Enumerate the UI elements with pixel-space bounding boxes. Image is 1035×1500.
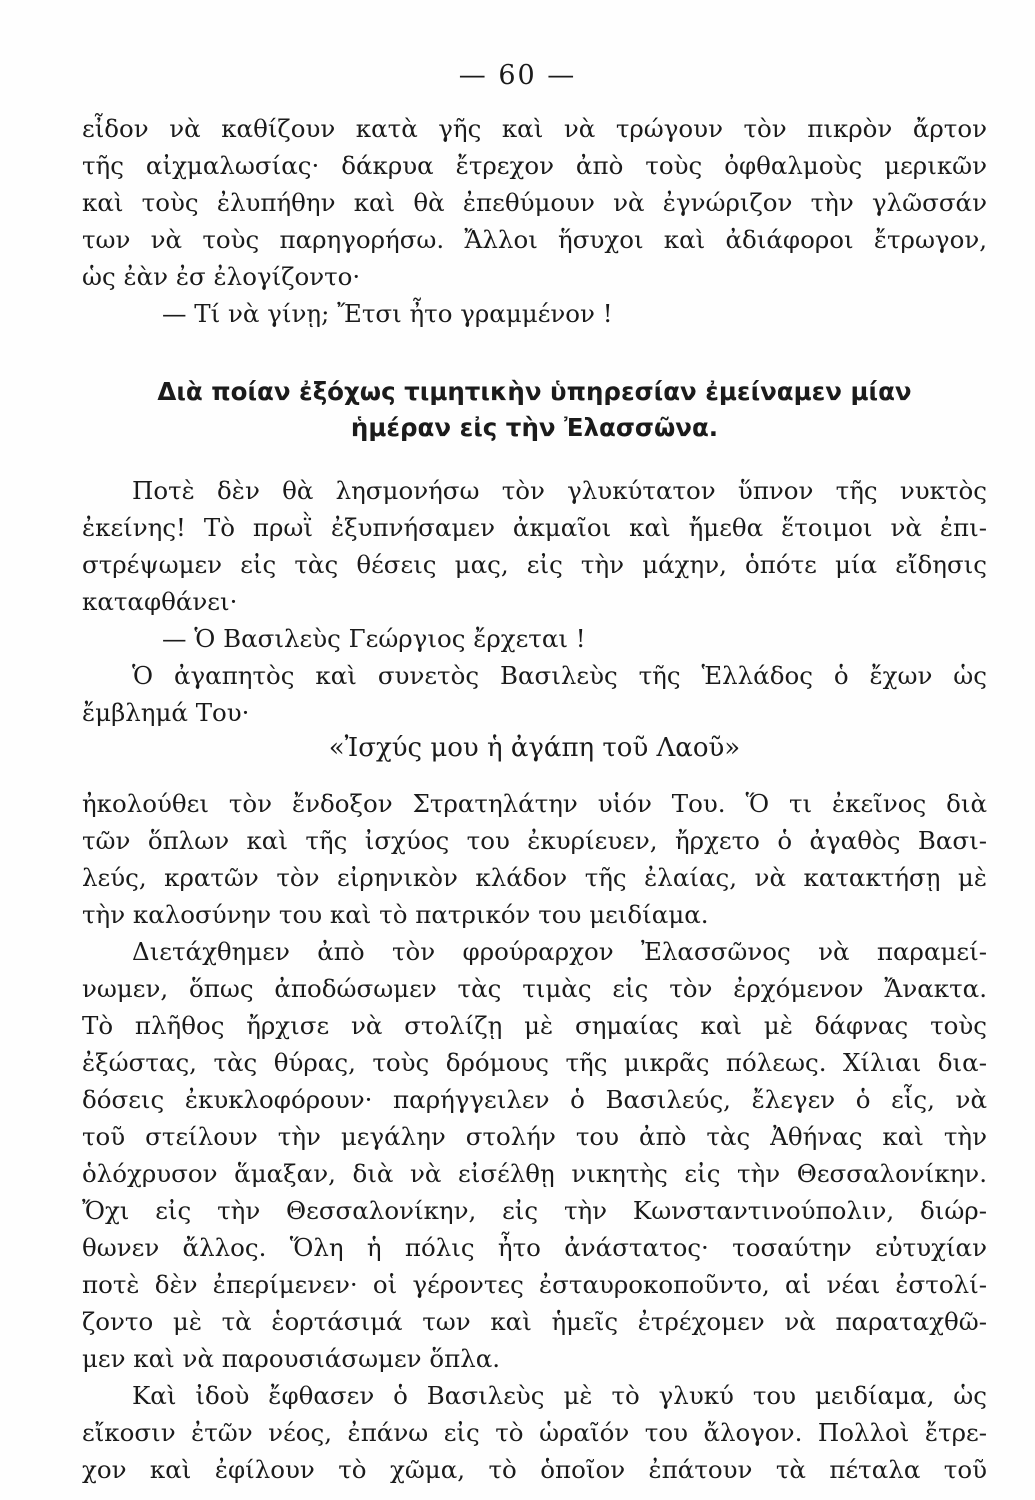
dialogue-line: — Ὁ Βασιλεὺς Γεώργιος ἔρχεται ! [162, 624, 586, 653]
text-line: ὡς ἐὰν ἐσ ἐλογίζοντο· [82, 262, 361, 291]
text-line: καταφθάνει· [82, 587, 238, 616]
text-line: ἔμβλημά Του· [82, 698, 250, 727]
text-line: Διετάχθημεν ἀπὸ τὸν φρούραρχον Ἐλασσῶνος νὰ παραμεί- [132, 937, 987, 966]
text-line: στρέψωμεν εἰς τὰς θέσεις μας, εἰς τὴν μάχην, ὁπότε μία εἴδησις [82, 550, 987, 579]
text-line: των νὰ τοὺς παρηγορήσω. Ἄλλοι ἥσυχοι καὶ ἀδιάφοροι ἔτρωγον, [82, 225, 987, 254]
text-line: εἴκοσιν ἐτῶν νέος, ἐπάνω εἰς τὸ ὡραῖόν του ἄλογον. Πολλοὶ ἔτρε- [82, 1418, 987, 1447]
text-line: ἐκείνης! Τὸ πρωῒ ἐξυπνήσαμεν ἀκμαῖοι καὶ ἤμεθα ἕτοιμοι νὰ ἐπι- [82, 513, 987, 542]
section-heading-line: ἡμέραν εἰς τὴν Ἐλασσῶνα. [350, 413, 719, 442]
section-heading-line: Διὰ ποίαν ἐξόχως τιμητικὴν ὑπηρεσίαν ἐμείναμεν μίαν [157, 377, 912, 406]
text-line: εἶδον νὰ καθίζουν κατὰ γῆς καὶ νὰ τρώγουν τὸν πικρὸν ἄρτον [82, 114, 987, 143]
text-line: μεν καὶ νὰ παρουσιάσωμεν ὅπλα. [82, 1344, 501, 1373]
text-line: ἠκολούθει τὸν ἔνδοξον Στρατηλάτην υἱόν Του. Ὅ τι ἐκεῖνος διὰ [82, 789, 987, 818]
text-line: χον καὶ ἐφίλουν τὸ χῶμα, τὸ ὁποῖον ἐπάτουν τὰ πέταλα τοῦ [82, 1455, 987, 1484]
text-line: τὴν καλοσύνην του καὶ τὸ πατρικόν του μειδίαμα. [82, 900, 709, 929]
dialogue-line: — Τί νὰ γίνῃ; Ἔτσι ἦτο γραμμένον ! [162, 299, 613, 328]
text-line: ὁλόχρυσον ἅμαξαν, διὰ νὰ εἰσέλθῃ νικητὴς εἰς τὴν Θεσσαλονίκην. [82, 1159, 987, 1188]
text-line: τῶν ὅπλων καὶ τῆς ἰσχύος του ἐκυρίευεν, ἤρχετο ὁ ἀγαθὸς Βασι- [82, 826, 987, 855]
text-line: καὶ τοὺς ἐλυπήθην καὶ θὰ ἐπεθύμουν νὰ ἐγνώριζον τὴν γλῶσσάν [82, 188, 987, 217]
text-line: ζοντο μὲ τὰ ἑορτάσιμά των καὶ ἡμεῖς ἐτρέχομεν νὰ παραταχθῶ- [82, 1307, 987, 1336]
text-line: νωμεν, ὅπως ἀποδώσωμεν τὰς τιμὰς εἰς τὸν ἐρχόμενον Ἄνακτα. [82, 974, 987, 1003]
text-line: ἐξώστας, τὰς θύρας, τοὺς δρόμους τῆς μικρᾶς πόλεως. Χίλιαι δια- [82, 1048, 987, 1077]
motto-quote: «Ἰσχύς μου ἡ ἀγάπη τοῦ Λαοῦ» [328, 733, 741, 763]
text-line: ποτὲ δὲν ἐπερίμενεν· οἱ γέροντες ἐσταυροκοποῦντο, αἱ νέαι ἐστολί- [82, 1270, 987, 1299]
text-line: θωνεν ἄλλος. Ὅλη ἡ πόλις ἦτο ἀνάστατος· τοσαύτην εὐτυχίαν [82, 1233, 987, 1262]
text-line: τοῦ στείλουν τὴν μεγάλην στολήν του ἀπὸ τὰς Ἀθήνας καὶ τὴν [82, 1122, 987, 1151]
text-line: Καὶ ἰδοὺ ἔφθασεν ὁ Βασιλεὺς μὲ τὸ γλυκύ του μειδίαμα, ὡς [132, 1381, 987, 1410]
text-line: δόσεις ἐκυκλοφόρουν· παρήγγειλεν ὁ Βασιλεύς, ἔλεγεν ὁ εἷς, νὰ [82, 1085, 987, 1114]
text-line: Ὄχι εἰς τὴν Θεσσαλονίκην, εἰς τὴν Κωνσταντινούπολιν, διώρ- [82, 1196, 987, 1225]
text-line: Τὸ πλῆθος ἤρχισε νὰ στολίζῃ μὲ σημαίας καὶ μὲ δάφνας τοὺς [82, 1011, 987, 1040]
text-line: τῆς αἰχμαλωσίας· δάκρυα ἔτρεχον ἀπὸ τοὺς ὀφθαλμοὺς μερικῶν [82, 151, 987, 180]
page-number: — 60 — [458, 60, 577, 91]
text-line: Ποτὲ δὲν θὰ λησμονήσω τὸν γλυκύτατον ὕπνον τῆς νυκτὸς [132, 476, 987, 505]
text-line: Ὁ ἀγαπητὸς καὶ συνετὸς Βασιλεὺς τῆς Ἑλλάδος ὁ ἔχων ὡς [132, 661, 987, 690]
text-line: λεύς, κρατῶν τὸν εἰρηνικὸν κλάδον τῆς ἐλαίας, νὰ κατακτήσῃ μὲ [82, 863, 987, 892]
